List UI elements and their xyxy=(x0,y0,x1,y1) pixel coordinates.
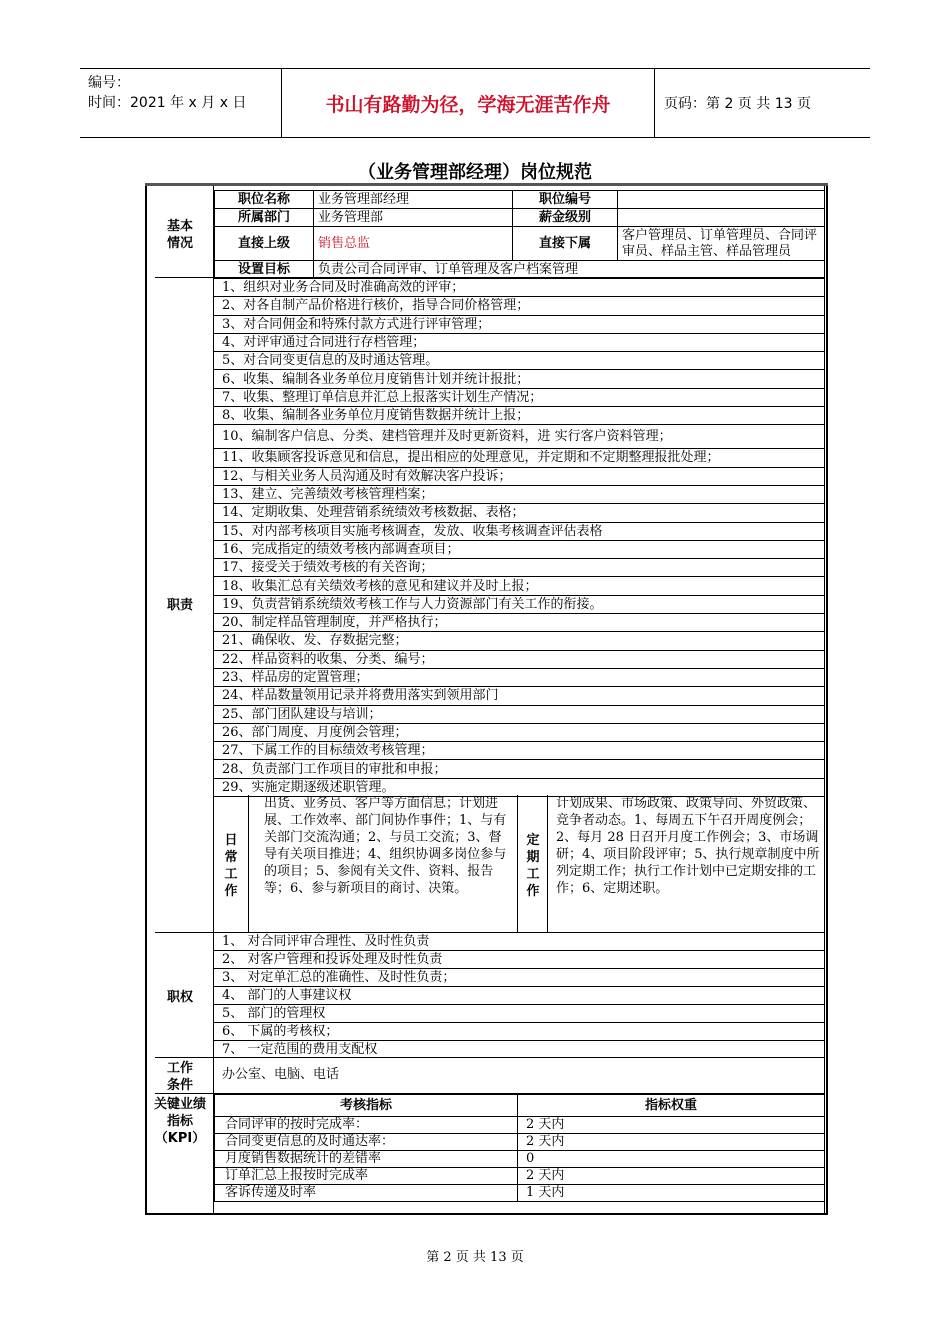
duty-item: 26、部门周度、月度例会管理； xyxy=(214,724,824,742)
position-name-value: 业务管理部经理 xyxy=(314,191,513,209)
goal-value: 负责公司合同评审、订单管理及客户档案管理 xyxy=(314,261,825,279)
mid-divider xyxy=(517,795,518,932)
section-kpi-label: 关键业绩指标（KPI） xyxy=(154,1097,207,1146)
authority-item: 4、 部门的人事建议权 xyxy=(214,987,824,1005)
superior-value: 销售总监 xyxy=(314,227,513,261)
separator-basic xyxy=(155,277,825,278)
daily-work-text: 出货、业务员、客户等方面信息；计划进展、工作效率、部门间协作事件；1、与有关部门交流沟通；2、与员工交流；3、督导有关项目推进；4、组织协调多岗位参与的项目；5、参阅有关文件、资料、报告等；6、参与新项目的商讨、决策。 xyxy=(264,796,507,896)
periodic-work-label: 定期工作 xyxy=(526,833,540,899)
duty-item: 22、样品资料的收集、分类、编号； xyxy=(214,651,824,669)
kpi-indicator: 客诉传递及时率 xyxy=(215,1185,518,1202)
periodic-work-text: 计划成果、市场政策、政策导向、外贸政策、竞争者动态。1、每周五下午召开周度例会；2、每月 28 日召开月度工作例会；3、市场调研；4、项目阶段评审；5、执行规章制度中所列定期工作；执行工作计划中已定期安排的工作；6、定期述职。 xyxy=(556,796,820,896)
kpi-row xyxy=(215,1168,825,1185)
document-title: （业务管理部经理）岗位规范 xyxy=(358,162,592,183)
kpi-col-indicator: 考核指标 xyxy=(215,1095,518,1117)
basic-info-table xyxy=(214,190,825,279)
kpi-weight: 2 天内 xyxy=(518,1168,825,1185)
header-meta xyxy=(80,69,282,137)
duty-item: 8、收集、编制各业务单位月度销售数据并统计上报； xyxy=(214,407,824,425)
duty-item: 5、对合同变更信息的及时通达管理。 xyxy=(214,352,824,370)
position-code-value xyxy=(618,191,825,209)
kpi-indicator: 订单汇总上报按时完成率 xyxy=(215,1168,518,1185)
authority-item: 5、 部门的管理权 xyxy=(214,1005,824,1023)
kpi-body xyxy=(215,1117,825,1202)
duty-item: 1、组织对业务合同及时准确高效的评审； xyxy=(214,279,824,297)
daily-divider xyxy=(248,795,249,932)
duty-item: 25、部门团队建设与培训； xyxy=(214,706,824,724)
duty-item: 17、接受关于绩效考核的有关咨询； xyxy=(214,559,824,577)
duty-item: 27、下属工作的目标绩效考核管理； xyxy=(214,742,824,760)
kpi-weight: 0 xyxy=(518,1151,825,1168)
duty-item: 14、定期收集、处理营销系统绩效考核数据、表格； xyxy=(214,504,824,522)
kpi-indicator: 合同评审的按时完成率： xyxy=(215,1117,518,1134)
kpi-col-weight: 指标权重 xyxy=(518,1095,825,1117)
daily-work-label: 日常工作 xyxy=(224,833,238,899)
number-label: 编号： xyxy=(88,75,130,91)
kpi-weight: 1 天内 xyxy=(518,1185,825,1202)
section-authority-label: 职权 xyxy=(166,990,193,1005)
duty-item: 15、对内部考核项目实施考核调查，发放、收集考核调查评估表格 xyxy=(214,523,824,541)
section-conditions-label: 工作条件 xyxy=(166,1061,193,1093)
duty-item: 28、负责部门工作项目的审批和申报； xyxy=(214,761,824,779)
duty-item: 19、负责营销系统绩效考核工作与人力资源部门有关工作的衔接。 xyxy=(214,596,824,614)
kpi-table xyxy=(214,1094,825,1202)
duty-item: 4、对评审通过合同进行存档管理； xyxy=(214,334,824,352)
subordinate-label: 直接下属 xyxy=(513,227,618,261)
page-header xyxy=(80,68,870,138)
page-info: 页码：第 2 页 共 13 页 xyxy=(664,96,811,112)
duty-item: 16、完成指定的绩效考核内部调查项目； xyxy=(214,541,824,559)
subordinate-value: 客户管理员、订单管理员、合同评审员、样品主管、样品管理员 xyxy=(618,227,825,261)
duty-item: 24、样品数量领用记录并将费用落实到领用部门 xyxy=(214,687,824,705)
motto: 书山有路勤为径，学海无涯苦作舟 xyxy=(282,69,655,137)
authority-item: 1、 对合同评审合理性、及时性负责 xyxy=(214,933,824,951)
kpi-row xyxy=(215,1151,825,1168)
authority-item: 6、 下属的考核权； xyxy=(214,1023,824,1041)
dept-value: 业务管理部 xyxy=(314,209,513,227)
right-inner-border xyxy=(824,186,825,1215)
authority-item: 7、 一定范围的费用支配权 xyxy=(222,1042,378,1057)
kpi-weight: 2 天内 xyxy=(518,1117,825,1134)
section-duties-label: 职责 xyxy=(166,598,193,613)
section-basic-label: 基本情况 xyxy=(166,219,193,251)
duty-item: 21、确保收、发、存数据完整； xyxy=(214,632,824,650)
duty-item: 3、对合同佣金和特殊付款方式进行评审管理； xyxy=(214,316,824,334)
duty-item: 23、样品房的定置管理； xyxy=(214,669,824,687)
kpi-row xyxy=(215,1185,825,1202)
position-code-label: 职位编号 xyxy=(513,191,618,209)
duty-item: 20、制定样品管理制度，并严格执行； xyxy=(214,614,824,632)
authority-item: 2、 对客户管理和投诉处理及时性负责 xyxy=(214,951,824,969)
frame-top-bar xyxy=(145,183,828,186)
kpi-weight: 2 天内 xyxy=(518,1134,825,1151)
duty-item: 6、收集、编制各业务单位月度销售计划并统计报批； xyxy=(214,371,824,389)
kpi-row xyxy=(215,1134,825,1151)
duty-item: 10、编制客户信息、分类、建档管理并及时更新资料，进 实行客户资料管理； xyxy=(214,425,824,449)
goal-label: 设置目标 xyxy=(215,261,314,279)
salary-label: 薪金级别 xyxy=(513,209,618,227)
duty-item: 7、收集、整理订单信息并汇总上报落实计划生产情况； xyxy=(214,389,824,407)
duty-item: 12、与相关业务人员沟通及时有效解决客户投诉； xyxy=(214,468,824,486)
date-label: 时间：2021 年 x 月 x 日 xyxy=(88,95,247,111)
salary-value xyxy=(618,209,825,227)
duty-item: 29、实施定期逐级述职管理。 xyxy=(214,779,824,797)
periodic-divider xyxy=(547,795,548,932)
kpi-row xyxy=(215,1117,825,1134)
duty-item: 11、收集顾客投诉意见和信息，提出相应的处理意见，并定期和不定期整理报批处理； xyxy=(214,449,824,467)
duty-item: 2、对各自制产品价格进行核价，指导合同价格管理； xyxy=(214,297,824,315)
dept-label: 所属部门 xyxy=(215,209,314,227)
conditions-text: 办公室、电脑、电话 xyxy=(222,1067,340,1082)
superior-label: 直接上级 xyxy=(215,227,314,261)
kpi-indicator: 月度销售数据统计的差错率 xyxy=(215,1151,518,1168)
position-name-label: 职位名称 xyxy=(215,191,314,209)
authority-item: 3、 对定单汇总的准确性、及时性负责； xyxy=(214,969,824,987)
duty-item: 13、建立、完善绩效考核管理档案； xyxy=(214,486,824,504)
duty-item: 18、收集汇总有关绩效考核的意见和建议并及时上报； xyxy=(214,578,824,596)
page-footer: 第 2 页 共 13 页 xyxy=(426,1250,524,1265)
kpi-indicator: 合同变更信息的及时通达率： xyxy=(215,1134,518,1151)
